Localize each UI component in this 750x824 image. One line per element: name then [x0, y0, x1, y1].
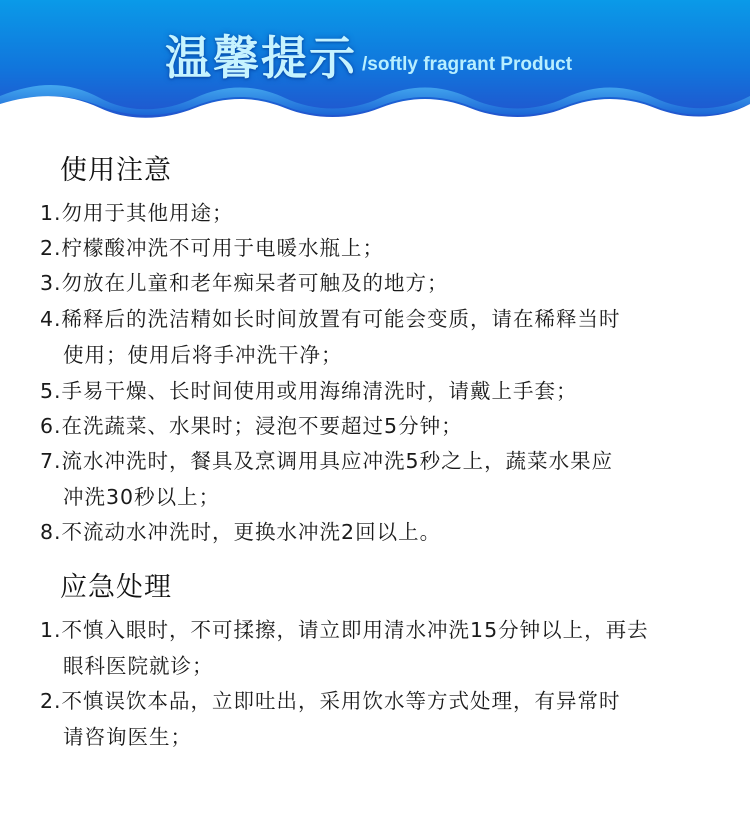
emergency-item-2: 2.不慎误饮本品，立即吐出，采用饮水等方式处理，有异常时	[40, 689, 621, 713]
usage-item-7: 7.流水冲洗时，餐具及烹调用具应冲洗5秒之上，蔬菜水果应	[40, 449, 614, 473]
header-banner	[0, 0, 750, 125]
usage-item-1: 1.勿用于其他用途；	[40, 201, 234, 225]
usage-item-4: 4.稀释后的洗洁精如长时间放置有可能会变质，请在稀释当时	[40, 307, 621, 331]
usage-item-5: 5.手易干燥、长时间使用或用海绵清洗时，请戴上手套；	[40, 379, 578, 403]
usage-item-7-continued: 冲洗30秒以上；	[63, 485, 221, 509]
emergency-item-1: 1.不慎入眼时，不可揉擦，请立即用清水冲洗15分钟以上，再去	[40, 618, 649, 642]
usage-item-3: 3.勿放在儿童和老年痴呆者可触及的地方；	[40, 271, 449, 295]
usage-section-heading: 使用注意	[60, 155, 172, 186]
usage-item-6: 6.在洗蔬菜、水果时；浸泡不要超过5分钟；	[40, 414, 463, 438]
banner-subtitle: /softly fragrant Product	[362, 54, 573, 75]
usage-item-2: 2.柠檬酸冲洗不可用于电暖水瓶上；	[40, 236, 385, 260]
emergency-item-2-continued: 请咨询医生；	[63, 725, 192, 749]
banner-title: 温馨提示	[165, 31, 357, 85]
usage-item-8: 8.不流动水冲洗时，更换水冲洗2回以上。	[40, 520, 442, 544]
emergency-item-1-continued: 眼科医院就诊；	[63, 654, 214, 678]
usage-item-4-continued: 使用；使用后将手冲洗干净；	[63, 343, 343, 367]
emergency-section-heading: 应急处理	[60, 572, 172, 603]
